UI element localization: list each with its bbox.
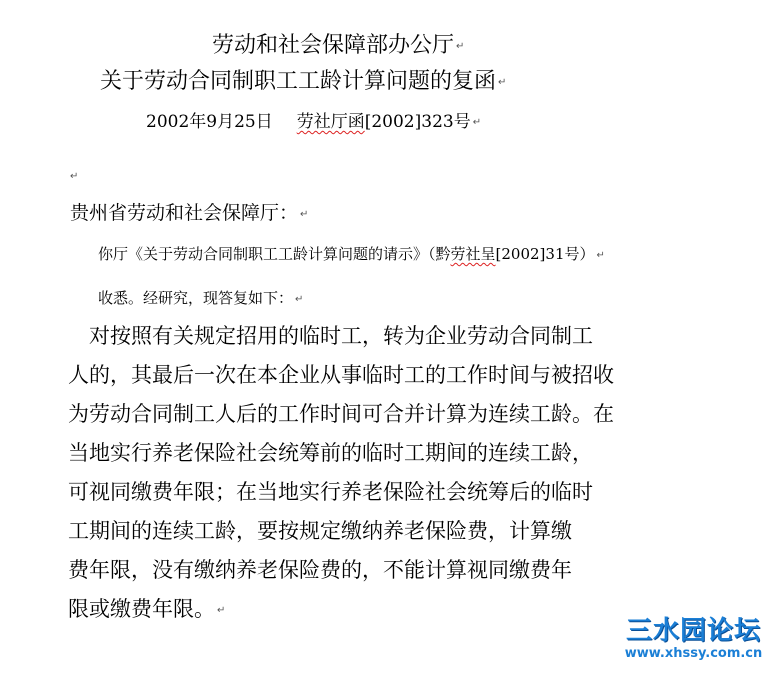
paragraph-mark: ↵: [70, 171, 79, 182]
addressee: 贵州省劳动和社会保障厅： ↵: [70, 202, 309, 224]
doc-number-suffix: [2002]323号: [364, 112, 471, 132]
paragraph-mark: ↵: [300, 208, 309, 220]
reference-code-underlined: 劳社呈: [450, 245, 496, 263]
doc-number-prefix: 劳社厅函: [296, 112, 365, 132]
body-line: 可视同缴费年限；在当地实行养老保险社会统筹后的临时: [68, 480, 593, 504]
body-line-last: 限或缴费年限。 ↵: [68, 597, 226, 621]
body-line: 对按照有关规定招用的临时工，转为企业劳动合同制工: [68, 324, 593, 348]
paragraph-mark: ↵: [456, 40, 465, 52]
paragraph-mark: ↵: [472, 117, 482, 128]
paragraph-mark: ↵: [498, 76, 507, 88]
body-line: 当地实行养老保险社会统筹前的临时工期间的连续工龄，: [68, 441, 593, 465]
reference-line-2: 收悉。经研究，现答复如下： ↵: [98, 289, 304, 307]
date-and-doc-number: [146, 107, 481, 132]
empty-paragraph: [68, 166, 78, 185]
paragraph-mark: ↵: [295, 293, 304, 305]
watermark-title: 三水园论坛: [625, 616, 761, 646]
doc-date: 2002年9月25日: [146, 112, 273, 132]
title-line-1: 劳动和社会保障部办公厅 ↵: [212, 33, 465, 58]
body-line: 人的，其最后一次在本企业从事临时工的工作时间与被招收: [68, 363, 614, 387]
body-line: 费年限，没有缴纳养老保险费的，不能计算视同缴费年: [68, 558, 572, 582]
title-line-2: 关于劳动合同制职工工龄计算问题的复函 ↵: [100, 69, 507, 94]
watermark-url: www.xhssy.com.cn: [624, 646, 763, 661]
paragraph-mark: ↵: [217, 605, 226, 616]
paragraph-mark: ↵: [596, 249, 605, 261]
reference-line-1: 你厅《关于劳动合同制职工工龄计算问题的请示》（黔劳社呈[2002]31号） ↵: [98, 245, 605, 263]
forum-watermark: [606, 610, 781, 670]
body-line: 工期间的连续工龄，要按规定缴纳养老保险费，计算缴: [68, 519, 572, 543]
body-line: 为劳动合同制工人后的工作时间可合并计算为连续工龄。在: [68, 402, 614, 426]
